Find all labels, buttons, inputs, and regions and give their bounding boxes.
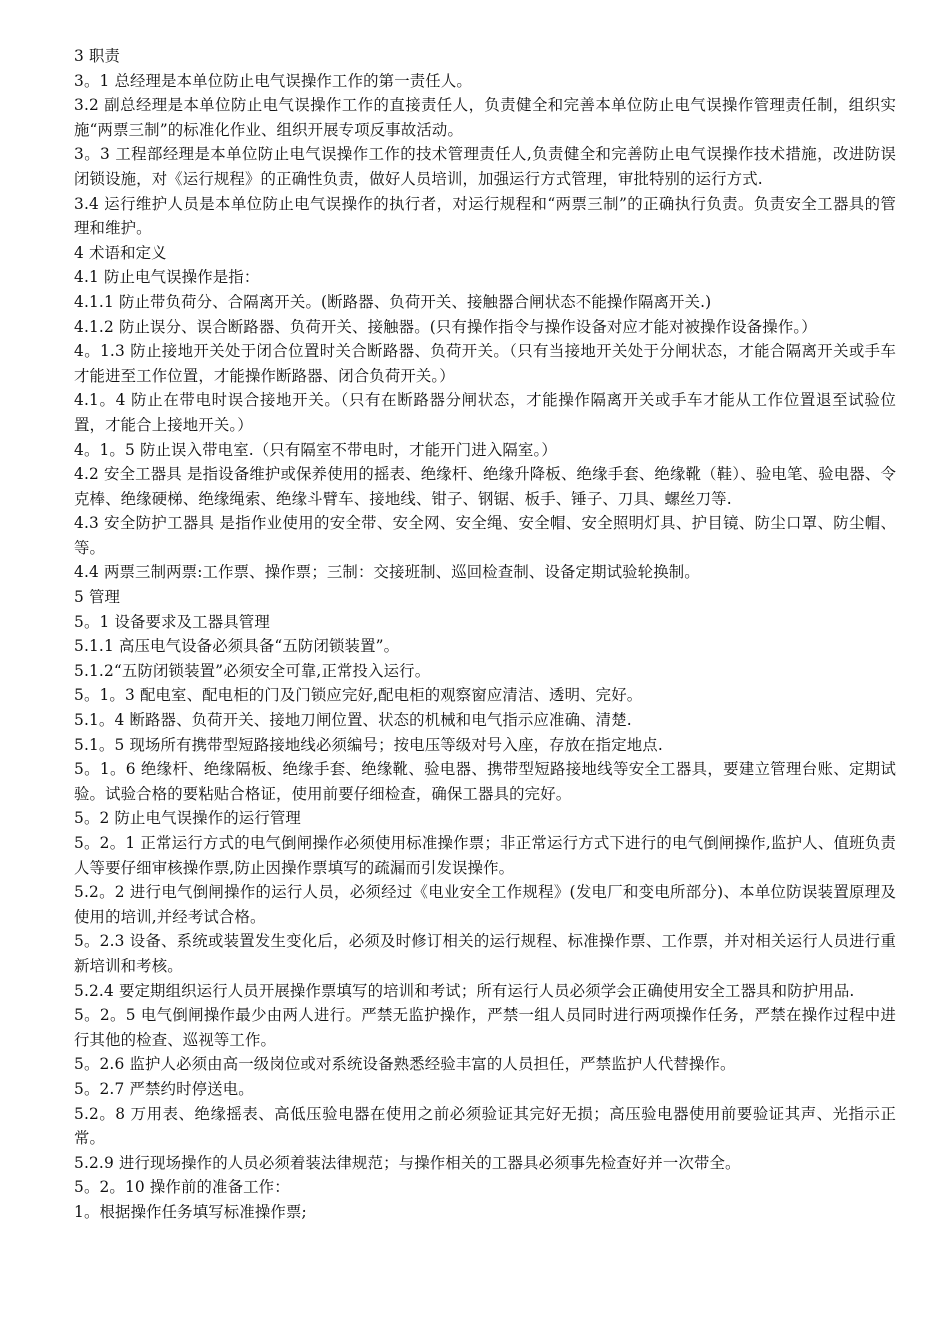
section-heading-4: 4 术语和定义 xyxy=(74,243,167,262)
paragraph-5-1-6: 5。1。6 绝缘杆、绝缘隔板、绝缘手套、绝缘靴、验电器、携带型短路接地线等安全工器具，要建立管理台账、定期试验。试验合格的要粘贴合格证，使用前要仔细检查，确保工器具的完好。 xyxy=(74,760,896,803)
paragraph-5-1-5: 5.1。5 现场所有携带型短路接地线必须编号；按电压等级对号入座，存放在指定地点. xyxy=(74,735,663,754)
document-page xyxy=(74,44,896,1225)
paragraph-5-2-8: 5.2。8 万用表、绝缘摇表、高低压验电器在使用之前必须验证其完好无损；高压验电器使用前要验证其声、光指示正常。 xyxy=(74,1104,896,1148)
paragraph-4-1-5: 4。1。5 防止误入带电室.（只有隔室不带电时，才能开门进入隔室。） xyxy=(74,440,557,459)
paragraph-4-2: 4.2 安全工器具 是指设备维护或保养使用的摇表、绝缘杆、绝缘升降板、绝缘手套、绝缘靴（鞋）、验电笔、验电器、令克棒、绝缘硬梯、绝缘绳索、绝缘斗臂车、接地线、钳子、钢锯、板手、锤子、刀具、螺丝刀等. xyxy=(74,465,896,508)
paragraph-4-1: 4.1 防止电气误操作是指： xyxy=(74,268,260,287)
paragraph-4-1-1: 4.1.1 防止带负荷分、合隔离开关。(断路器、负荷开关、接触器合闸状态不能操作隔离开关.) xyxy=(74,292,712,311)
paragraph-5-1-4: 5.1。4 断路器、负荷开关、接地刀闸位置、状态的机械和电气指示应准确、清楚. xyxy=(74,711,632,730)
paragraph-5-2-1: 5。2。1 正常运行方式的电气倒闸操作必须使用标准操作票；非正常运行方式下进行的电气倒闸操作,监护人、值班负责人等要仔细审核操作票,防止因操作票填写的疏漏而引发误操作。 xyxy=(74,834,896,877)
section-heading-3: 3 职责 xyxy=(74,47,121,65)
section-heading-5: 5 管理 xyxy=(74,588,121,607)
paragraph-3-2: 3.2 副总经理是本单位防止电气误操作工作的直接责任人，负责健全和完善本单位防止电气误操作管理责任制，组织实施“两票三制”的标准化作业、组织开展专项反事故活动。 xyxy=(74,96,896,139)
paragraph-5-2-7: 5。2.7 严禁约时停送电。 xyxy=(74,1079,254,1098)
paragraph-3-4: 3.4 运行维护人员是本单位防止电气误操作的执行者，对运行规程和“两票三制”的正确执行负责。负责安全工器具的管理和维护。 xyxy=(74,194,896,238)
paragraph-5-2-6: 5。2.6 监护人必须由高一级岗位或对系统设备熟悉经验丰富的人员担任，严禁监护人代替操作。 xyxy=(74,1055,736,1074)
paragraph-5-2-5: 5。2。5 电气倒闸操作最少由两人进行。严禁无监护操作，严禁一组人员同时进行两项操作任务，严禁在操作过程中进行其他的检查、巡视等工作。 xyxy=(74,1006,896,1049)
paragraph-4-3: 4.3 安全防护工器具 是指作业使用的安全带、安全网、安全绳、安全帽、安全照明灯具、护目镜、防尘口罩、防尘帽、等。 xyxy=(74,514,896,557)
paragraph-4-1-2: 4.1.2 防止误分、误合断路器、负荷开关、接触器。(只有操作指令与操作设备对应才能对被操作设备操作。） xyxy=(74,317,817,336)
paragraph-3-3: 3。3 工程部经理是本单位防止电气误操作工作的技术管理责任人,负责健全和完善防止电气误操作技术措施，改进防误闭锁设施，对《运行规程》的正确性负责，做好人员培训，加强运行方式管理，审批特别的运行方式. xyxy=(74,145,896,188)
paragraph-5-2: 5。2 防止电气误操作的运行管理 xyxy=(74,809,301,828)
paragraph-5-2-2: 5.2。2 进行电气倒闸操作的运行人员，必须经过《电业安全工作规程》(发电厂和变电所部分)、本单位防误装置原理及使用的培训,并经考试合格。 xyxy=(74,883,896,926)
paragraph-5-2-4: 5.2.4 要定期组织运行人员开展操作票填写的培训和考试；所有运行人员必须学会正确使用安全工器具和防护用品. xyxy=(74,981,855,1000)
paragraph-4-1-3: 4。1.3 防止接地开关处于闭合位置时关合断路器、负荷开关。（只有当接地开关处于分闸状态，才能合隔离开关或手车才能进至工作位置，才能操作断路器、闭合负荷开关。） xyxy=(74,342,896,385)
paragraph-5-1-2: 5.1.2“五防闭锁装置”必须安全可靠,正常投入运行。 xyxy=(74,661,431,680)
paragraph-5-2-9: 5.2.9 进行现场操作的人员必须着装法律规范；与操作相关的工器具必须事先检查好并一次带全。 xyxy=(74,1153,741,1172)
paragraph-5-2-10: 5。2。10 操作前的准备工作： xyxy=(74,1178,290,1197)
paragraph-5-1-1: 5.1.1 高压电气设备必须具备“五防闭锁装置”。 xyxy=(74,637,400,656)
paragraph-3-1: 3。1 总经理是本单位防止电气误操作工作的第一责任人。 xyxy=(74,71,472,90)
list-item-1: 1。根据操作任务填写标准操作票; xyxy=(74,1202,307,1221)
paragraph-5-2-3: 5。2.3 设备、系统或装置发生变化后，必须及时修订相关的运行规程、标准操作票、工作票，并对相关运行人员进行重新培训和考核。 xyxy=(74,932,896,975)
paragraph-4-1-4: 4.1。4 防止在带电时误合接地开关。（只有在断路器分闸状态，才能操作隔离开关或手车才能从工作位置退至试验位置，才能合上接地开关。） xyxy=(74,391,896,434)
paragraph-5-1-3: 5。1。3 配电室、配电柜的门及门锁应完好,配电柜的观察窗应清洁、透明、完好。 xyxy=(74,686,643,705)
paragraph-4-4: 4.4 两票三制两票:工作票、操作票；三制：交接班制、巡回检查制、设备定期试验轮换制。 xyxy=(74,563,700,582)
paragraph-5-1: 5。1 设备要求及工器具管理 xyxy=(74,612,270,631)
